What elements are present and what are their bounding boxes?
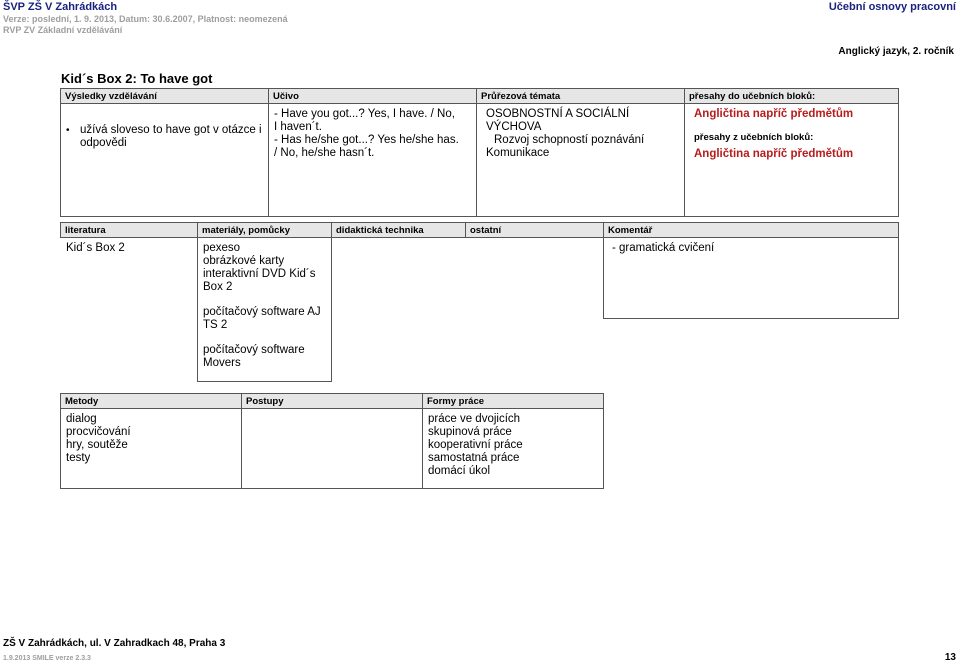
- section-title: Kid´s Box 2: To have got: [61, 71, 213, 86]
- overlap-from-value: Angličtina napříč předmětům: [694, 148, 854, 160]
- comment-cell: [603, 237, 899, 319]
- materials-cell: [197, 237, 332, 382]
- footer-software: 1.9.2013 SMILE verze 2.3.3: [3, 655, 91, 662]
- bullet-icon: •: [66, 125, 70, 136]
- subject-label: Anglický jazyk, 2. ročník: [838, 46, 954, 57]
- program-line: RVP ZV Základní vzdělávání: [3, 25, 123, 35]
- footer-school: ZŠ V Zahrádkách, ul. V Zahradkach 48, Praha 3: [3, 638, 226, 649]
- document-type: Učební osnovy pracovní: [828, 1, 956, 13]
- cross-topic-name: OSOBNOSTNÍ A SOCIÁLNÍ VÝCHOVA: [486, 108, 630, 133]
- content-cell: [268, 103, 477, 217]
- comment-value: - gramatická cvičení: [612, 242, 715, 254]
- overlap-from-label: přesahy z učebních bloků:: [694, 132, 814, 143]
- header-other: ostatní: [465, 222, 604, 238]
- method-item: dialog: [66, 413, 97, 425]
- cross-topic-item: Rozvoj schopností poznávání: [494, 134, 645, 146]
- header-literature: literatura: [60, 222, 198, 238]
- material-item: počítačový software: [203, 344, 305, 356]
- method-item: procvičování: [66, 426, 131, 438]
- procedures-cell: [241, 408, 423, 489]
- method-item: hry, soutěže: [66, 439, 128, 451]
- material-item: TS 2: [203, 319, 228, 331]
- header-methods: Metody: [60, 393, 242, 409]
- material-item: interaktivní DVD Kid´s: [203, 268, 316, 280]
- overlap-to-value: Angličtina napříč předmětům: [694, 108, 854, 120]
- literature-value: Kid´s Box 2: [66, 242, 125, 254]
- form-item: práce ve dvojicích: [428, 413, 521, 425]
- content-line: - Have you got...? Yes, I have. / No,: [274, 108, 455, 120]
- cross-topic-cell: [476, 103, 685, 217]
- material-item: Movers: [203, 357, 241, 369]
- header-cross-topics: Průřezová témata: [476, 88, 685, 104]
- cross-topic-item: Komunikace: [486, 147, 550, 159]
- header-overlaps-to: přesahy do učebních bloků:: [684, 88, 899, 104]
- form-item: skupinová práce: [428, 426, 512, 438]
- page-number: 13: [944, 652, 956, 662]
- content-line: I haven´t.: [274, 121, 322, 133]
- content-line: / No, he/she hasn´t.: [274, 147, 375, 159]
- form-item: domácí úkol: [428, 465, 491, 477]
- work-forms-cell: [422, 408, 604, 489]
- header-comment: Komentář: [603, 222, 899, 238]
- material-item: pexeso: [203, 242, 241, 254]
- material-item: počítačový software AJ: [203, 306, 321, 318]
- header-content: Učivo: [268, 88, 477, 104]
- content-line: - Has he/she got...? Yes he/she has.: [274, 134, 459, 146]
- header-didactic-tech: didaktická technika: [331, 222, 466, 238]
- overlap-cell: [684, 103, 899, 217]
- version-line: Verze: poslední, 1. 9. 2013, Datum: 30.6.2007, Platnost: neomezená: [3, 14, 288, 24]
- form-item: kooperativní práce: [428, 439, 523, 451]
- header-materials: materiály, pomůcky: [197, 222, 332, 238]
- document-title: ŠVP ZŠ V Zahrádkách: [3, 1, 118, 13]
- header-outcomes: Výsledky vzdělávání: [60, 88, 269, 104]
- header-procedures: Postupy: [241, 393, 423, 409]
- form-item: samostatná práce: [428, 452, 520, 464]
- header-work-forms: Formy práce: [422, 393, 604, 409]
- material-item: Box 2: [203, 281, 233, 293]
- method-item: testy: [66, 452, 91, 464]
- outcome-text: užívá sloveso to have got v otázce i odpovědi: [80, 124, 262, 149]
- methods-cell: [60, 408, 242, 489]
- material-item: obrázkové karty: [203, 255, 285, 267]
- outcome-cell: [60, 103, 269, 217]
